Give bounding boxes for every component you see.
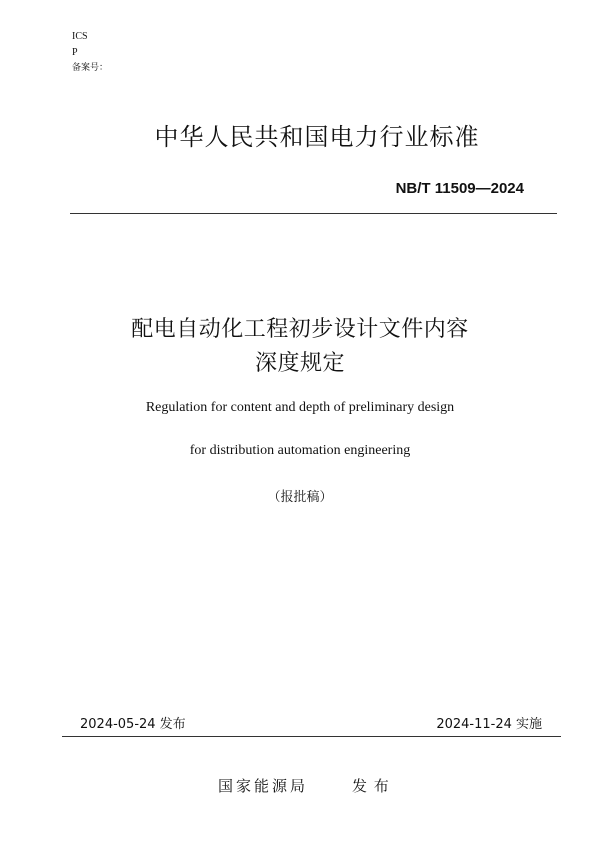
title-cn-line2: 深度规定 xyxy=(254,351,345,376)
publish-date: 2024-05-24 发布 xyxy=(80,717,186,732)
draft-status: （报批稿） xyxy=(267,490,333,505)
title-en-line2: for distribution automation engineering xyxy=(189,443,411,458)
bottom-divider xyxy=(62,736,561,737)
title-cn-line1: 配电自动化工程初步设计文件内容 xyxy=(131,317,469,342)
top-divider xyxy=(70,213,557,214)
issuer-action: 发 布 xyxy=(352,777,390,795)
ccs-label: P xyxy=(72,47,78,58)
title-en-line1: Regulation for content and depth of preliminary design xyxy=(145,400,455,415)
record-number-label: 备案号： xyxy=(72,63,109,73)
standard-number: NB/T 11509—2024 xyxy=(395,180,524,197)
ics-label: ICS xyxy=(72,31,88,42)
organization-heading: 中华人民共和国电力行业标准 xyxy=(154,123,480,151)
issuer-name: 国家能源局 xyxy=(218,777,309,795)
implement-date: 2024-11-24 实施 xyxy=(436,717,542,732)
